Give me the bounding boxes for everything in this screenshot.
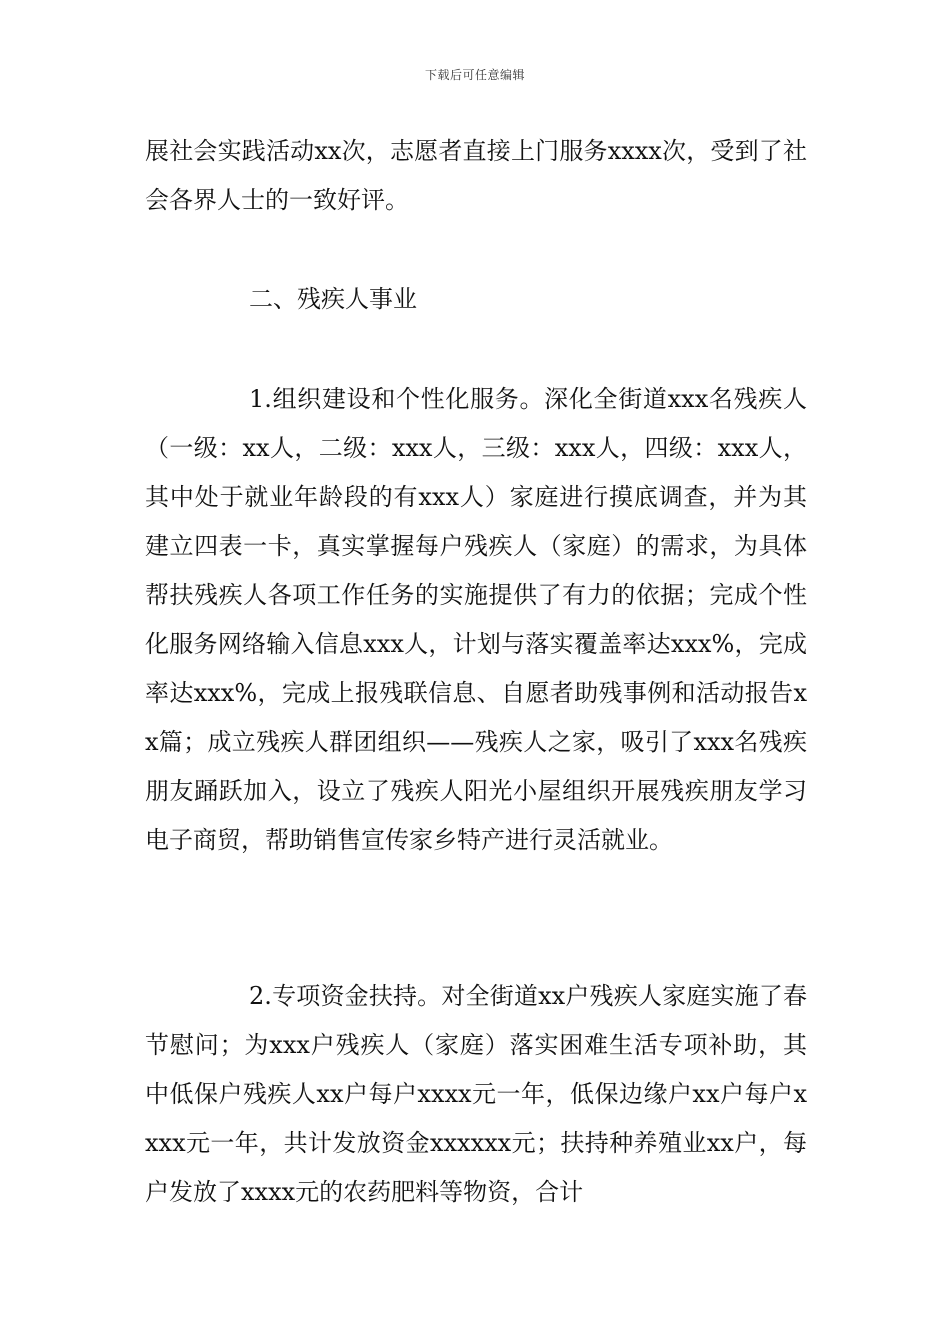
paragraph-item-1: 1.组织建设和个性化服务。深化全街道xxx名残疾人（一级：xx人，二级：xxx人，三级：xxx人，四级：xxx人，其中处于就业年龄段的有xxx人）家庭进行摸底调查，并为其建立四表一卡，真实掌握每户残疾人（家庭）的需求，为具体帮扶残疾人各项工作任务的实施提供了有力的依据；完成个性化服务网络输入信息xxx人，计划与落实覆盖率达xxx%，完成率达xxx%，完成上报残联信息、自愿者助残事例和活动报告xx篇；成立残疾人群团组织——残疾人之家，吸引了xxx名残疾朋友踊跃加入，设立了残疾人阳光小屋组织开展残疾朋友学习电子商贸，帮助销售宣传家乡特产进行灵活就业。 <box>145 385 807 854</box>
paragraph-item-2: 2.专项资金扶持。对全街道xx户残疾人家庭实施了春节慰问；为xxx户残疾人（家庭）落实困难生活专项补助，其中低保户残疾人xx户每户xxxx元一年，低保边缘户xx户每户xxxx元一年，共计发放资金xxxxxx元；扶持种养殖业xx户，每户发放了xxxx元的农药肥料等物资，合计 <box>145 982 807 1206</box>
section-heading: 二、残疾人事业 <box>249 285 417 313</box>
page-header-note: 下载后可任意编辑 <box>424 68 525 82</box>
paragraph-continuation: 展社会实践活动xx次，志愿者直接上门服务xxxx次，受到了社会各界人士的一致好评。 <box>145 137 807 214</box>
